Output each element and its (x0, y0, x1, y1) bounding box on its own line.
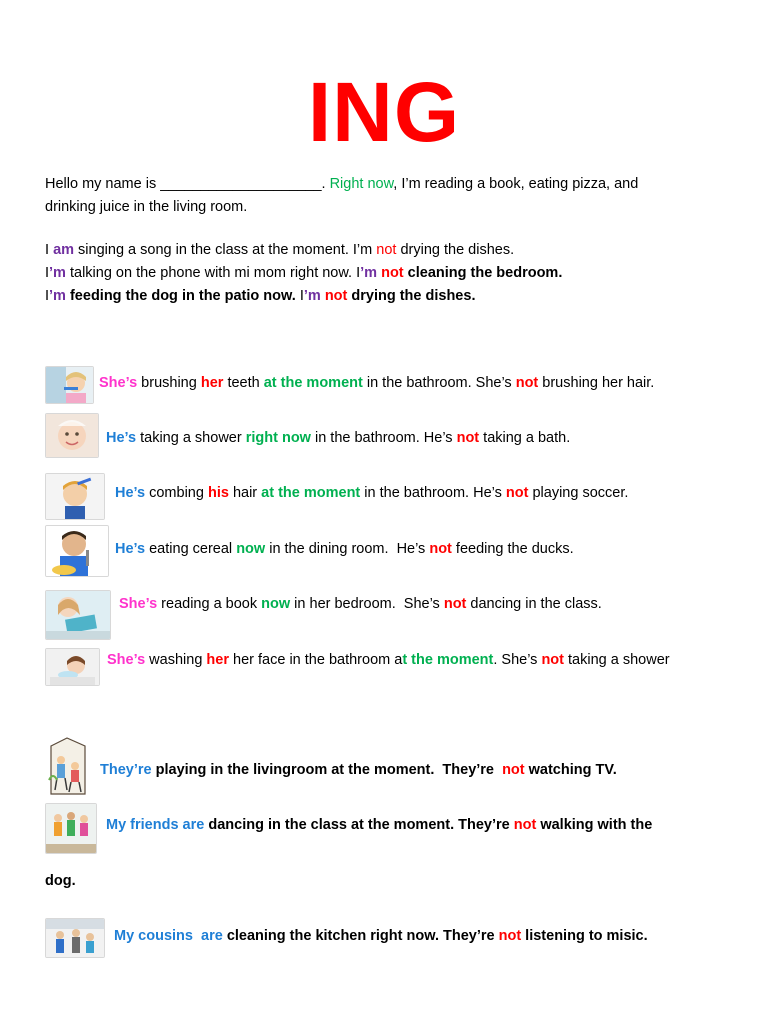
text-run: drying the dishes. (396, 242, 515, 258)
text-run: taking a bath. (479, 430, 571, 446)
text-run: teeth (223, 375, 264, 391)
page-title: ING (307, 65, 461, 159)
text-run: drying the dishes. (347, 288, 476, 304)
text-run: not (498, 928, 522, 944)
kids-cleaning-kitchen-photo (45, 918, 105, 958)
girl-brushing-teeth-photo (45, 366, 94, 404)
girl-reading-book-photo (45, 590, 111, 640)
text-run: at the moment (261, 485, 361, 501)
sentence-3 (115, 483, 628, 503)
text-run: in the bathroom. She’s (362, 375, 516, 391)
sentence-9 (114, 926, 648, 946)
text-run: ’m (360, 265, 378, 281)
intro-line-1 (45, 174, 638, 194)
text-run: She’s (119, 596, 158, 612)
text-run: talking on the phone with mi mom right now. I (65, 265, 361, 281)
text-run: not (324, 288, 348, 304)
sentence-1 (99, 373, 654, 393)
text-run: combing (145, 485, 208, 501)
text-run: singing a song in the class at the moment. I’m (74, 242, 377, 258)
text-run: not (376, 242, 397, 258)
example-line-1 (45, 240, 514, 260)
text-run: right now (245, 430, 311, 446)
text-run: dancing in the class at the moment. They’re (204, 817, 514, 833)
text-run: I (45, 265, 50, 281)
text-run: ’m (303, 288, 321, 304)
text-run: in the bathroom. He’s (310, 430, 457, 446)
text-run: watching TV. (524, 762, 617, 778)
kids-dancing-photo (45, 803, 97, 854)
text-run: dancing in the class. (466, 596, 602, 612)
sentence-5 (119, 594, 602, 614)
text-run: hair (228, 485, 262, 501)
text-run: I (45, 242, 54, 258)
example-line-2 (45, 263, 562, 283)
text-run: I (45, 288, 50, 304)
sentence-2 (106, 428, 570, 448)
sentence-8 (106, 815, 652, 835)
text-run: not (381, 265, 404, 281)
text-run: feeding the ducks. (451, 541, 574, 557)
sentence-4 (115, 539, 574, 559)
text-run: not (515, 375, 539, 391)
text-run: , I’m reading a book, eating pizza, and (393, 176, 639, 192)
text-run: am (53, 242, 75, 258)
text-run: cleaning the kitchen right now. They’re (222, 928, 499, 944)
sentence-8-continuation (45, 871, 76, 891)
text-run: My friends are (106, 817, 205, 833)
text-run: not (541, 652, 564, 668)
text-run: He’s (106, 430, 137, 446)
text-run: at the moment (263, 375, 363, 391)
text-run: ’m (49, 288, 66, 304)
text-run: Right now (329, 176, 394, 192)
text-run: dog. (45, 873, 76, 889)
text-run: walking with the (536, 817, 653, 833)
example-line-3 (45, 286, 475, 306)
boy-combing-hair-photo (45, 473, 105, 520)
text-run: not (456, 430, 480, 446)
text-run: My cousins are (114, 928, 223, 944)
text-run: playing in the livingroom at the moment. They’re (151, 762, 503, 778)
text-run: taking a shower (136, 430, 246, 446)
text-run: not (505, 485, 529, 501)
text-run: in her bedroom. She’s (290, 596, 444, 612)
family-playing-illustration (45, 736, 91, 798)
text-run: not (429, 541, 452, 557)
text-run: She’s (107, 652, 146, 668)
text-run: He’s (115, 541, 146, 557)
text-run: He’s (115, 485, 146, 501)
text-run: I (299, 288, 304, 304)
text-run: drinking juice in the living room. (45, 199, 248, 215)
text-run: listening to misic. (521, 928, 648, 944)
text-run: not (513, 817, 537, 833)
text-run: t the moment (402, 652, 494, 668)
text-run: her (200, 375, 224, 391)
sentence-7 (100, 760, 617, 780)
text-run: taking a shower (564, 652, 670, 668)
text-run: cleaning the bedroom. (403, 265, 563, 281)
text-run: his (207, 485, 229, 501)
text-run: now (236, 541, 266, 557)
baby-showering-photo (45, 413, 99, 458)
text-run: in the bathroom. He’s (360, 485, 506, 501)
text-run: playing soccer. (528, 485, 629, 501)
text-run: feeding the dog in the patio now. (65, 288, 300, 304)
text-run: brushing (137, 375, 201, 391)
text-run: Hello my name is ____________________. (45, 176, 330, 192)
girl-washing-face-photo (45, 648, 100, 686)
text-run: eating cereal (145, 541, 237, 557)
text-run: washing (145, 652, 207, 668)
text-run: now (261, 596, 291, 612)
intro-line-2 (45, 197, 247, 217)
text-run: her face in the bathroom a (229, 652, 403, 668)
text-run: not (443, 596, 467, 612)
sentence-6 (107, 650, 670, 670)
text-run: ’m (49, 265, 66, 281)
boy-eating-cereal-photo (45, 525, 109, 577)
text-run: her (206, 652, 229, 668)
text-run: brushing her hair. (538, 375, 655, 391)
text-run: She’s (99, 375, 138, 391)
text-run: not (502, 762, 525, 778)
text-run: in the dining room. He’s (265, 541, 430, 557)
text-run: reading a book (157, 596, 262, 612)
text-run: . She’s (493, 652, 542, 668)
text-run: They’re (100, 762, 152, 778)
